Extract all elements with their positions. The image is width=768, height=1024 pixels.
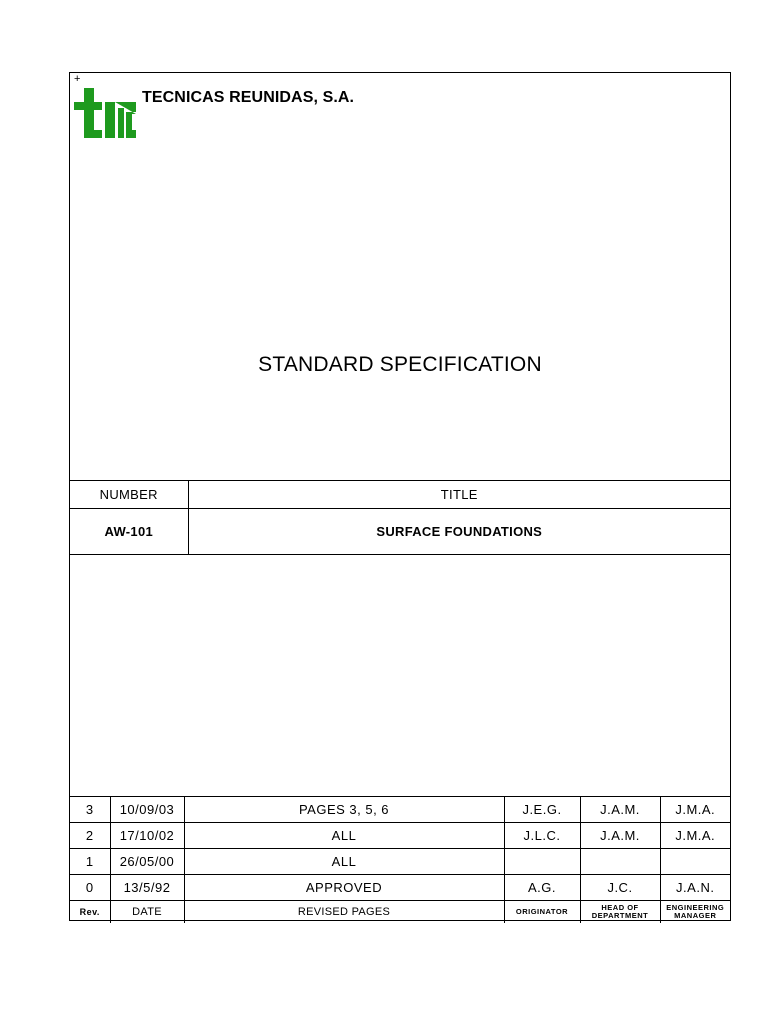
rev-cell: 3 — [70, 797, 110, 823]
pages-header: REVISED PAGES — [184, 901, 504, 924]
date-cell: 10/09/03 — [110, 797, 184, 823]
originator-cell: J.L.C. — [504, 823, 580, 849]
table-row — [70, 875, 730, 901]
date-header: DATE — [110, 901, 184, 924]
head-cell: J.C. — [580, 875, 660, 901]
identification-table — [70, 480, 730, 555]
rev-cell: 2 — [70, 823, 110, 849]
plus-mark: + — [74, 73, 81, 85]
pages-cell: ALL — [184, 849, 504, 875]
originator-cell: J.E.G. — [504, 797, 580, 823]
number-value: AW-101 — [70, 509, 188, 555]
manager-cell: J.M.A. — [660, 797, 730, 823]
pages-cell: ALL — [184, 823, 504, 849]
revision-header-row — [70, 901, 730, 924]
originator-header: ORIGINATOR — [504, 901, 580, 924]
document-title: STANDARD SPECIFICATION — [258, 353, 542, 376]
number-label: NUMBER — [70, 481, 188, 509]
rev-header: Rev. — [70, 901, 110, 924]
table-row — [70, 797, 730, 823]
originator-cell: A.G. — [504, 875, 580, 901]
manager-header: ENGINEERING MANAGER — [660, 901, 730, 924]
rev-cell: 1 — [70, 849, 110, 875]
date-cell: 17/10/02 — [110, 823, 184, 849]
manager-cell: J.A.N. — [660, 875, 730, 901]
rev-cell: 0 — [70, 875, 110, 901]
revision-table — [70, 796, 730, 923]
pages-cell: APPROVED — [184, 875, 504, 901]
head-cell — [580, 849, 660, 875]
document-frame — [69, 72, 731, 921]
head-cell: J.A.M. — [580, 797, 660, 823]
manager-cell: J.M.A. — [660, 823, 730, 849]
manager-cell — [660, 849, 730, 875]
head-cell: J.A.M. — [580, 823, 660, 849]
date-cell: 13/5/92 — [110, 875, 184, 901]
title-value: SURFACE FOUNDATIONS — [188, 509, 730, 555]
tr-logo-icon — [74, 88, 136, 138]
company-name: TECNICAS REUNIDAS, S.A. — [142, 89, 355, 106]
pages-cell: PAGES 3, 5, 6 — [184, 797, 504, 823]
originator-cell — [504, 849, 580, 875]
head-header: HEAD OF DEPARTMENT — [580, 901, 660, 924]
title-label: TITLE — [188, 481, 730, 509]
table-row — [70, 849, 730, 875]
table-row — [70, 823, 730, 849]
date-cell: 26/05/00 — [110, 849, 184, 875]
